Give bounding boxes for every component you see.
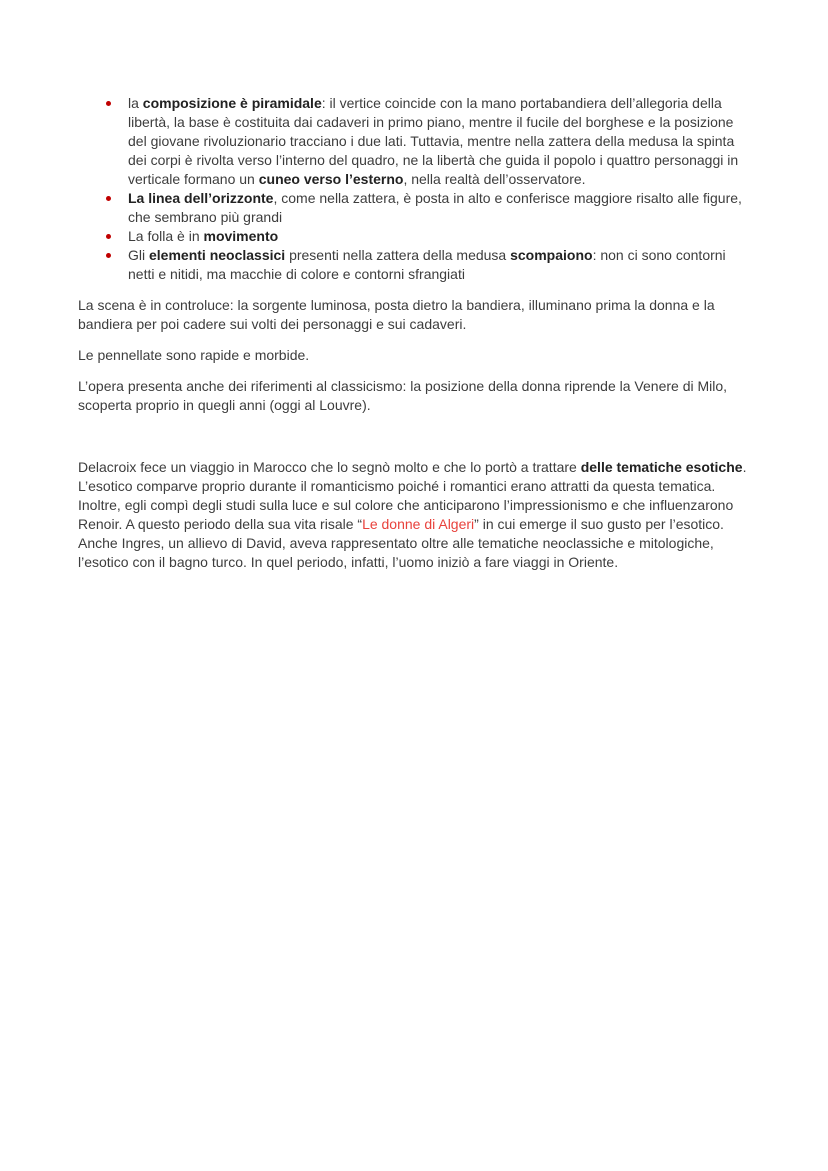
text-segment: , nella realtà dell’osservatore. [403, 171, 586, 187]
paragraph [78, 377, 750, 415]
text-segment: , come nella zattera, è posta in alto e conferisce maggiore risalto alle figure, che sembrano più grandi [128, 190, 742, 225]
text-segment: scompaiono [510, 247, 593, 263]
paragraph [78, 346, 750, 365]
text-segment: La folla è in [128, 228, 204, 244]
text-segment: L’opera presenta anche dei riferimenti al classicismo: la posizione della donna riprende la Venere di Milo, scoperta proprio in quegli anni (oggi al Louvre). [78, 378, 728, 413]
text-segment: delle tematiche esotiche [580, 459, 743, 475]
text-segment: La linea dell’orizzonte [128, 190, 274, 206]
text-segment: La scena è in controluce: la sorgente luminosa, posta dietro la bandiera, illuminano prima la donna e la bandiera per poi cadere sui volti dei personaggi e sui cadaveri. [78, 297, 715, 332]
text-segment: Delacroix fece un viaggio in Marocco che lo segnò molto e che lo portò a trattare [78, 459, 581, 475]
text-segment: Le donne di Algeri [362, 516, 475, 532]
text-segment: . L’esotico comparve proprio durante il romanticismo poiché i romantici erano attratti da questa tematica. Inoltre, egli compì degli studi sulla luce e sul colore che anticiparono l’impressionismo e che influenzarono Renoir. A questo periodo della sua vita risale “ [78, 459, 747, 532]
text-segment: Gli [128, 247, 149, 263]
text-segment: la [128, 95, 143, 111]
text-segment: composizione è piramidale [142, 95, 322, 111]
bullet-item [128, 94, 750, 189]
bullet-item [128, 227, 750, 246]
bullet-item [128, 246, 750, 284]
paragraph [78, 458, 750, 572]
text-segment: presenti nella zattera della medusa [285, 247, 511, 263]
text-segment: : il vertice coincide con la mano portabandiera dell’allegoria della libertà, la base è costituita dai cadaveri in primo piano, mentre il fucile del borghese e la posizione del giovane rivoluzionario tracciano i due lati. Tuttavia, mentre nella zattera della medusa la spinta dei corpi è rivolta verso l’interno del quadro, ne la libertà che guida il popolo i quattro personaggi in verticale formano un [128, 95, 739, 187]
text-segment: elementi neoclassici [149, 247, 286, 263]
bullet-list [78, 94, 750, 284]
text-segment: : non ci sono contorni netti e nitidi, ma macchie di colore e contorni sfrangiati [128, 247, 726, 282]
text-segment: Le pennellate sono rapide e morbide. [78, 347, 310, 363]
paragraph-section [78, 296, 750, 572]
paragraph [78, 296, 750, 334]
text-segment: ” in cui emerge il suo gusto per l’esotico. Anche Ingres, un allievo di David, aveva rappresentato oltre alle tematiche neoclassiche e mitologiche, l’esotico con il bagno turco. In quel periodo, infatti, l’uomo iniziò a fare viaggi in Oriente. [78, 516, 724, 570]
bullet-item [128, 189, 750, 227]
text-segment: movimento [203, 228, 279, 244]
text-segment: cuneo verso l’esterno [258, 171, 404, 187]
